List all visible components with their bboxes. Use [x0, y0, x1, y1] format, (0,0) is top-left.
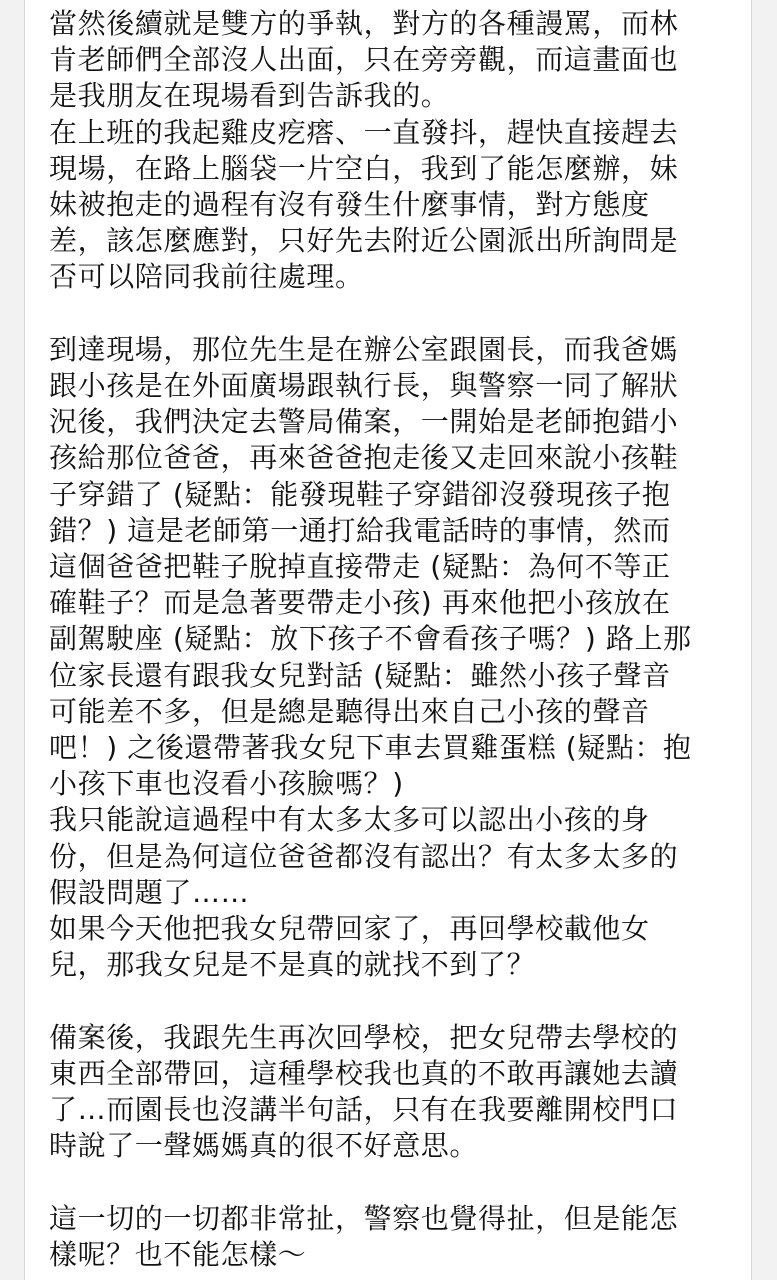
text-line: 這一切的一切都非常扯，警察也覺得扯，但是能怎 — [49, 1201, 679, 1235]
paragraph-4 — [49, 1201, 729, 1273]
text-line: 子穿錯了 (疑點：能發現鞋子穿錯卻沒發現孩子抱 — [49, 477, 671, 511]
text-line: 備案後，我跟先生再次回學校，把女兒帶去學校的 — [49, 1020, 679, 1054]
text-line: 假設問題了…… — [49, 875, 250, 909]
paragraph-2 — [49, 332, 729, 984]
text-line: 肯老師們全部沒人出面，只在旁旁觀，而這畫面也 — [49, 43, 679, 77]
text-line: 小孩下車也沒看小孩臉嗎？) — [49, 767, 404, 801]
paragraph-spacer — [49, 1164, 729, 1200]
text-line: 兒，那我女兒是不是真的就找不到了？ — [49, 948, 536, 982]
text-line: 時說了一聲媽媽真的很不好意思。 — [49, 1129, 479, 1163]
paragraph-3 — [49, 1020, 729, 1165]
post-body — [49, 6, 729, 1273]
text-line: 到達現場，那位先生是在辦公室跟園長，而我爸媽 — [49, 332, 679, 366]
text-line: 在上班的我起雞皮疙瘩、一直發抖，趕快直接趕去 — [49, 115, 679, 149]
text-line: 了…而園長也沒講半句話，只有在我要離開校門口 — [49, 1093, 679, 1127]
text-line: 如果今天他把我女兒帶回家了，再回學校載他女 — [49, 912, 650, 946]
text-line: 錯？) 這是老師第一通打給我電話時的事情，然而 — [49, 513, 671, 547]
text-line: 況後，我們決定去警局備案，一開始是老師抱錯小 — [49, 405, 679, 439]
text-line: 現場，在路上腦袋一片空白，我到了能怎麼辦，妹 — [49, 151, 679, 185]
text-line: 孩給那位爸爸，再來爸爸抱走後又走回來說小孩鞋 — [49, 441, 679, 475]
text-line: 樣呢？也不能怎樣～ — [49, 1237, 307, 1271]
text-line: 確鞋子？而是急著要帶走小孩) 再來他把小孩放在 — [49, 586, 671, 620]
text-line: 可能差不多，但是總是聽得出來自己小孩的聲音 — [49, 694, 650, 728]
paragraph-1 — [49, 6, 729, 296]
text-line: 當然後續就是雙方的爭執，對方的各種謾罵，而林 — [49, 7, 679, 40]
text-line: 是我朋友在現場看到告訴我的。 — [49, 79, 450, 113]
text-line: 這個爸爸把鞋子脫掉直接帶走 (疑點：為何不等正 — [49, 550, 671, 584]
text-line: 東西全部帶回，這種學校我也真的不敢再讓她去讀 — [49, 1056, 679, 1090]
text-line: 差，該怎麼應對，只好先去附近公園派出所詢問是 — [49, 224, 679, 258]
text-line: 份，但是為何這位爸爸都沒有認出？有太多太多的 — [49, 839, 679, 873]
paragraph-spacer — [49, 296, 729, 332]
text-line: 位家長還有跟我女兒對話 (疑點：雖然小孩子聲音 — [49, 658, 671, 692]
post-card — [24, 0, 752, 1280]
text-line: 我只能說這過程中有太多太多可以認出小孩的身 — [49, 803, 650, 837]
text-line: 妹被抱走的過程有沒有發生什麼事情，對方態度 — [49, 188, 650, 222]
text-line: 吧！) 之後還帶著我女兒下車去買雞蛋糕 (疑點：抱 — [49, 731, 692, 765]
paragraph-spacer — [49, 983, 729, 1019]
text-line: 否可以陪同我前往處理。 — [49, 260, 364, 294]
text-line: 跟小孩是在外面廣場跟執行長，與警察一同了解狀 — [49, 369, 679, 403]
text-line: 副駕駛座 (疑點：放下孩子不會看孩子嗎？) 路上那 — [49, 622, 692, 656]
